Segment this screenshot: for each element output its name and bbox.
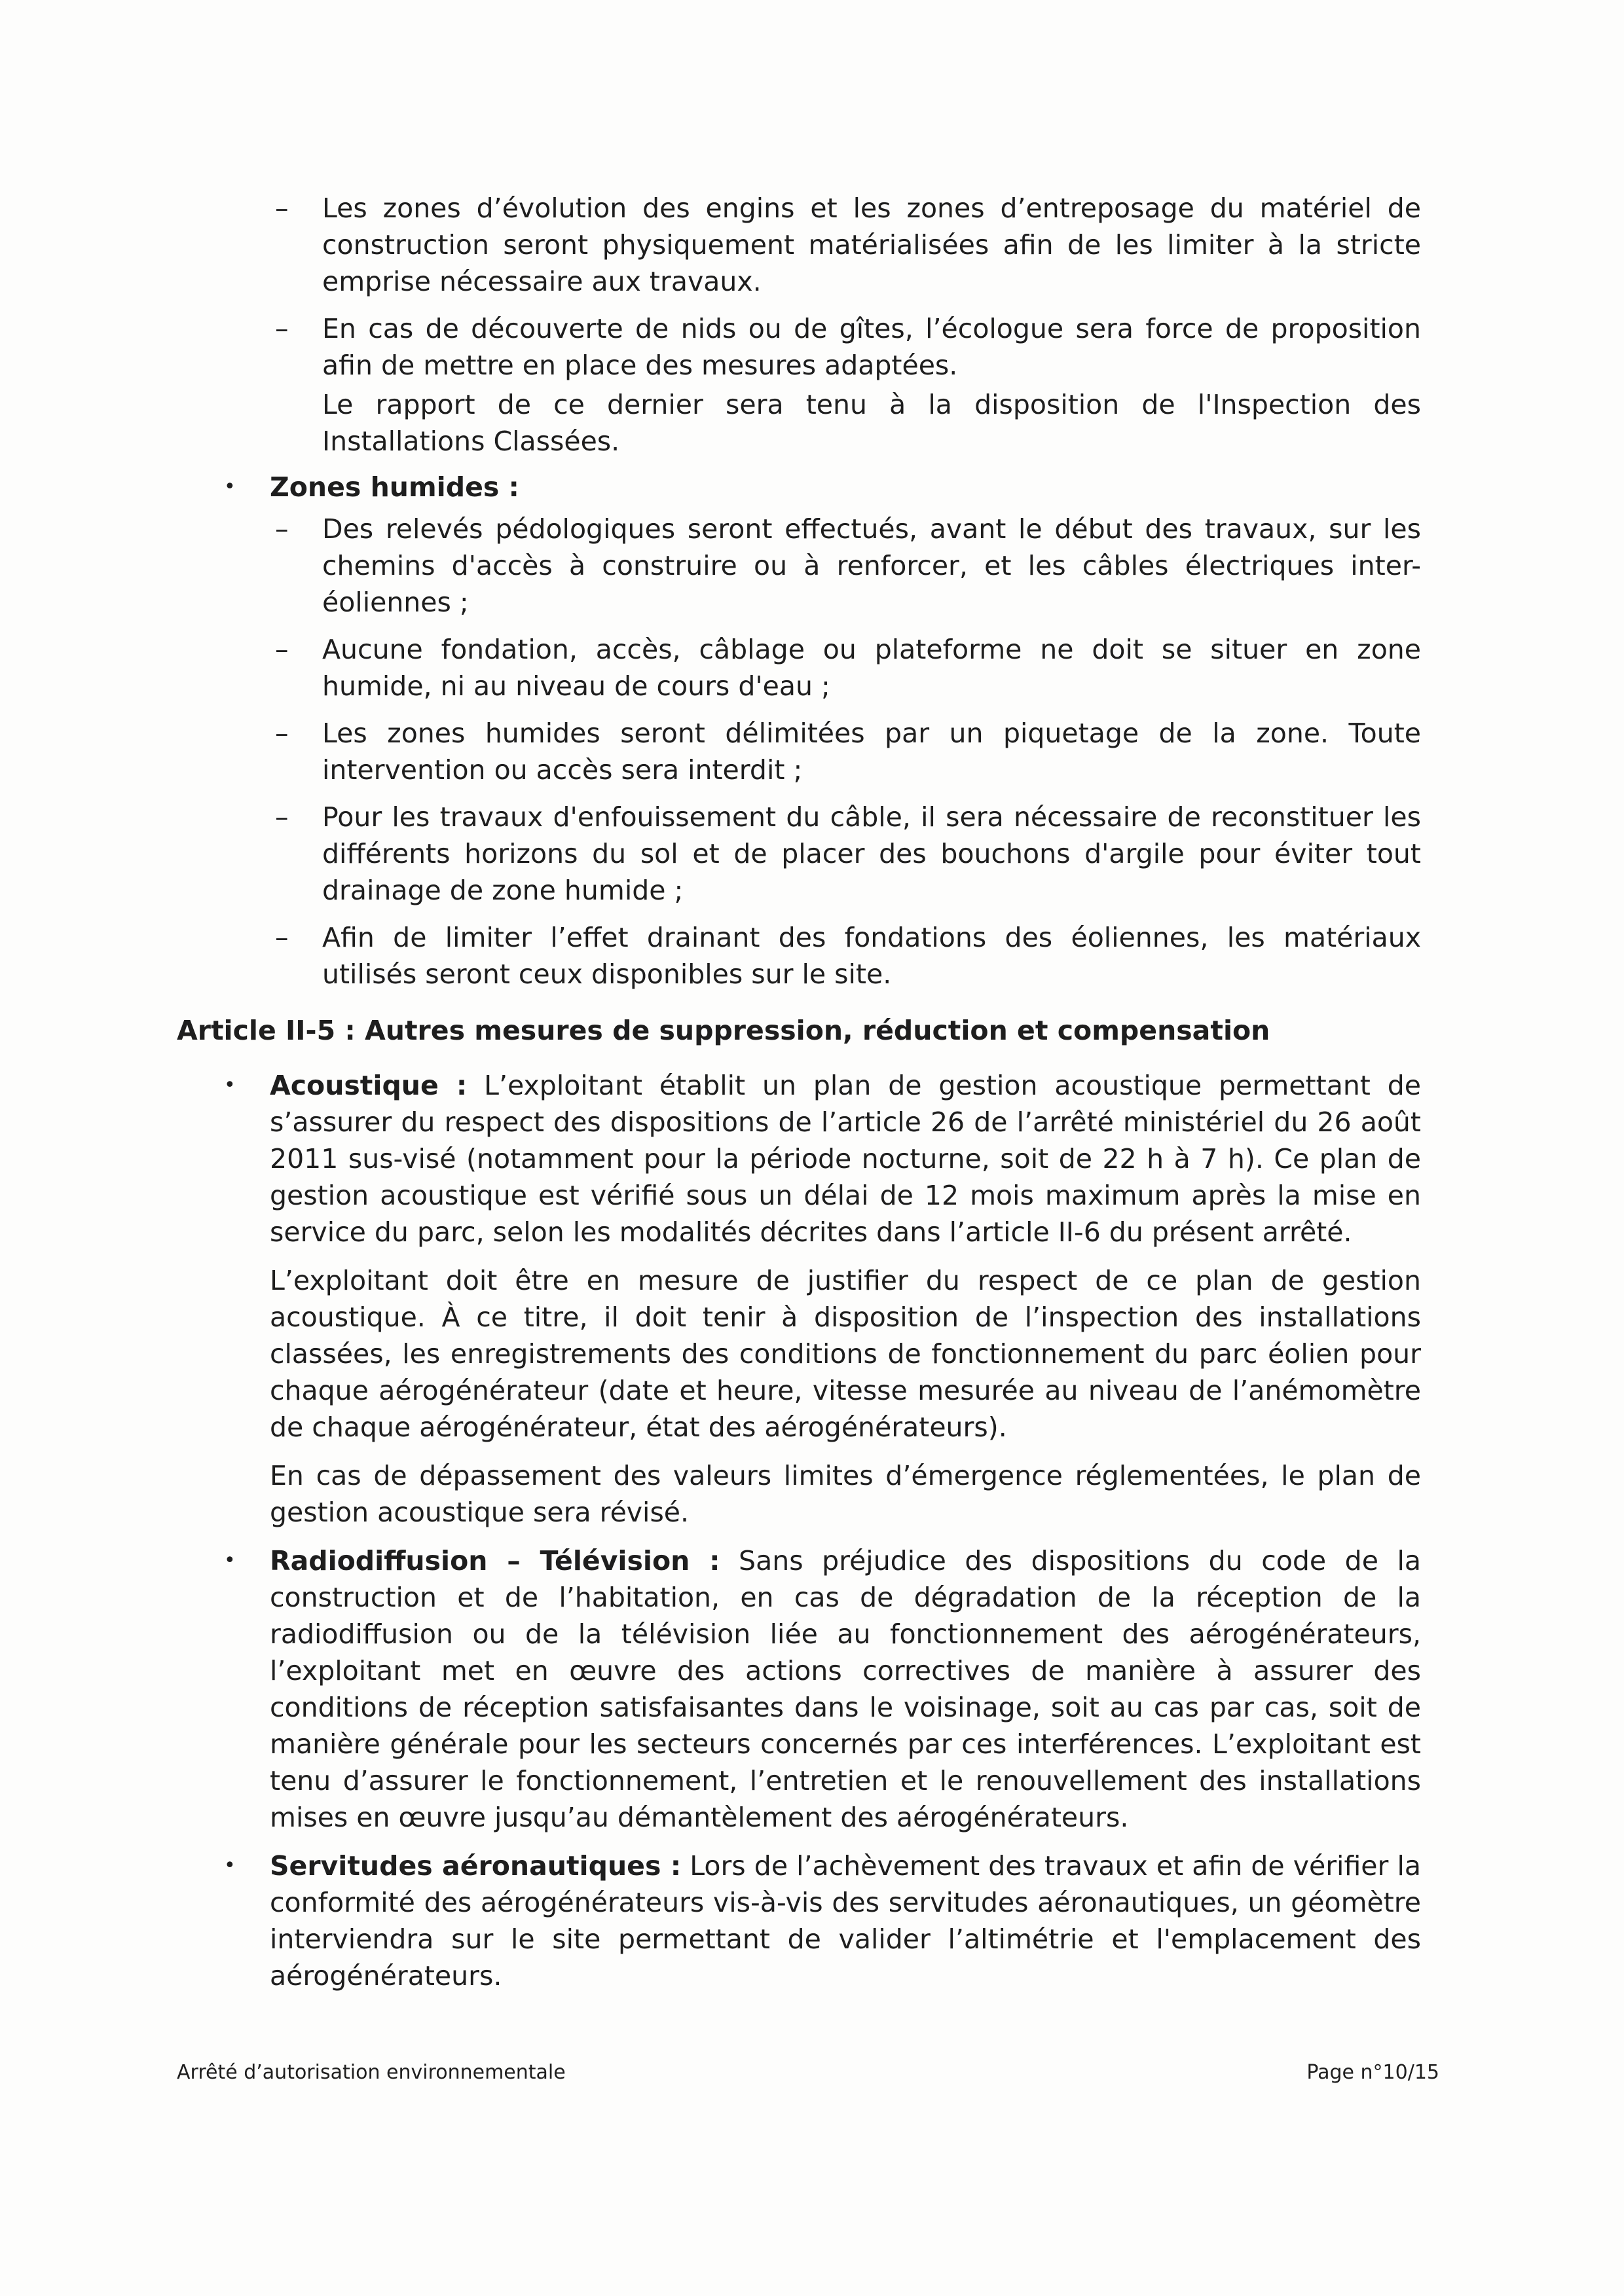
acoustique-section: [177, 1067, 1421, 1250]
acoustique-text: L’exploitant établit un plan de gestion acoustique permettant de s’assurer du respect des dispositions de l’article 26 de l’arrêté ministériel du 26 août 2011 sus-visé (notamment pour la période nocturne, soit de 22 h à 7 h). Ce plan de gestion acoustique est vérifié sous un délai de 12 mois maximum après la mise en service du parc, selon les modalités décrites dans l’article II-6 du présent arrêté.: [270, 1070, 1421, 1248]
list-item-text: Les zones d’évolution des engins et les zones d’entreposage du matériel de construction seront physiquement matérialisées afin de les limiter à la stricte emprise nécessaire aux travaux.: [322, 192, 1421, 297]
servitudes-text: Lors de l’achèvement des travaux et afin de vérifier la conformité des aérogénérateurs vis-à-vis des servitudes aéronautiques, un géomètre interviendra sur le site permettant de valider l’altimétrie et l'emplacement des aérogénérateurs.: [270, 1850, 1421, 1992]
article-heading: Article II-5 : Autres mesures de suppression, réduction et compensation: [177, 1015, 1270, 1046]
bullet-marker: •: [224, 1854, 236, 1877]
list-item-text: Afin de limiter l’effet drainant des fondations des éoliennes, les matériaux utilisés seront ceux disponibles sur le site.: [322, 922, 1421, 990]
list-item: [177, 799, 1421, 909]
acoustique-paragraph: [270, 1067, 1421, 1250]
dash-marker: –: [275, 313, 289, 344]
zones-humides-section: [177, 469, 1421, 505]
list-item: [177, 190, 1421, 300]
servitudes-section: [177, 1848, 1421, 1994]
intro-note: Le rapport de ce dernier sera tenu à la disposition de l'Inspection des Installations Classées.: [322, 389, 1421, 457]
bullet-marker: •: [224, 475, 236, 498]
dash-marker: –: [275, 922, 289, 953]
list-item-text: Des relevés pédologiques seront effectués, avant le début des travaux, sur les chemins d'accès à construire ou à renforcer, et les câbles électriques inter-éoliennes ;: [322, 513, 1421, 618]
servitudes-paragraph: [270, 1848, 1421, 1994]
dash-marker: –: [275, 192, 289, 224]
radio-text: Sans préjudice des dispositions du code de la construction et de l’habitation, en cas de dégradation de la réception de la radiodiffusion ou de la télévision liée au fonctionnement des aérogénérateurs, l’exploitant met en œuvre des actions correctives de manière à assurer des conditions de réception satisfaisantes dans le voisinage, soit au cas par cas, soit de manière générale pour les secteurs concernés par ces interférences. L’exploitant est tenu d’assurer le fonctionnement, l’entretien et le renouvellement des installations mises en œuvre jusqu’au démantèlement des aérogénérateurs.: [270, 1545, 1421, 1833]
dash-marker: –: [275, 513, 289, 545]
servitudes-label: Servitudes aéronautiques :: [270, 1850, 682, 1882]
list-item: [177, 631, 1421, 704]
acoustique-label: Acoustique :: [270, 1070, 468, 1101]
document-body: [177, 190, 1421, 2006]
dash-marker: –: [275, 801, 289, 833]
list-item-text: Les zones humides seront délimitées par un piquetage de la zone. Toute intervention ou accès sera interdit ;: [322, 718, 1421, 786]
list-item: [177, 310, 1421, 384]
list-item: [177, 715, 1421, 788]
list-item-text: En cas de découverte de nids ou de gîtes, l’écologue sera force de proposition afin de mettre en place des mesures adaptées.: [322, 313, 1421, 381]
footer-title: Arrêté d’autorisation environnementale: [177, 2061, 566, 2084]
radio-paragraph: [270, 1542, 1421, 1836]
dash-marker: –: [275, 718, 289, 749]
radio-label: Radiodiffusion – Télévision :: [270, 1545, 720, 1576]
bullet-marker: •: [224, 1074, 236, 1097]
bullet-marker: •: [224, 1549, 236, 1572]
list-item: [177, 919, 1421, 993]
acoustique-paragraph-3: En cas de dépassement des valeurs limites d’émergence réglementées, le plan de gestion acoustique sera révisé.: [270, 1460, 1421, 1528]
list-item-text: Pour les travaux d'enfouissement du câble, il sera nécessaire de reconstituer les différents horizons du sol et de placer des bouchons d'argile pour éviter tout drainage de zone humide ;: [322, 801, 1421, 906]
dash-marker: –: [275, 634, 289, 665]
page-number: Page n°10/15: [1306, 2061, 1439, 2084]
list-item-text: Aucune fondation, accès, câblage ou plateforme ne doit se situer en zone humide, ni au niveau de cours d'eau ;: [322, 634, 1421, 702]
radio-section: [177, 1542, 1421, 1836]
section-title: Zones humides :: [270, 471, 519, 503]
acoustique-paragraph-2: L’exploitant doit être en mesure de justifier du respect de ce plan de gestion acoustique. À ce titre, il doit tenir à disposition de l’inspection des installations classées, les enregistrements des conditions de fonctionnement du parc éolien pour chaque aérogénérateur (date et heure, vitesse mesurée au niveau de l’anémomètre de chaque aérogénérateur, état des aérogénérateurs).: [270, 1265, 1421, 1443]
list-item: [177, 511, 1421, 621]
